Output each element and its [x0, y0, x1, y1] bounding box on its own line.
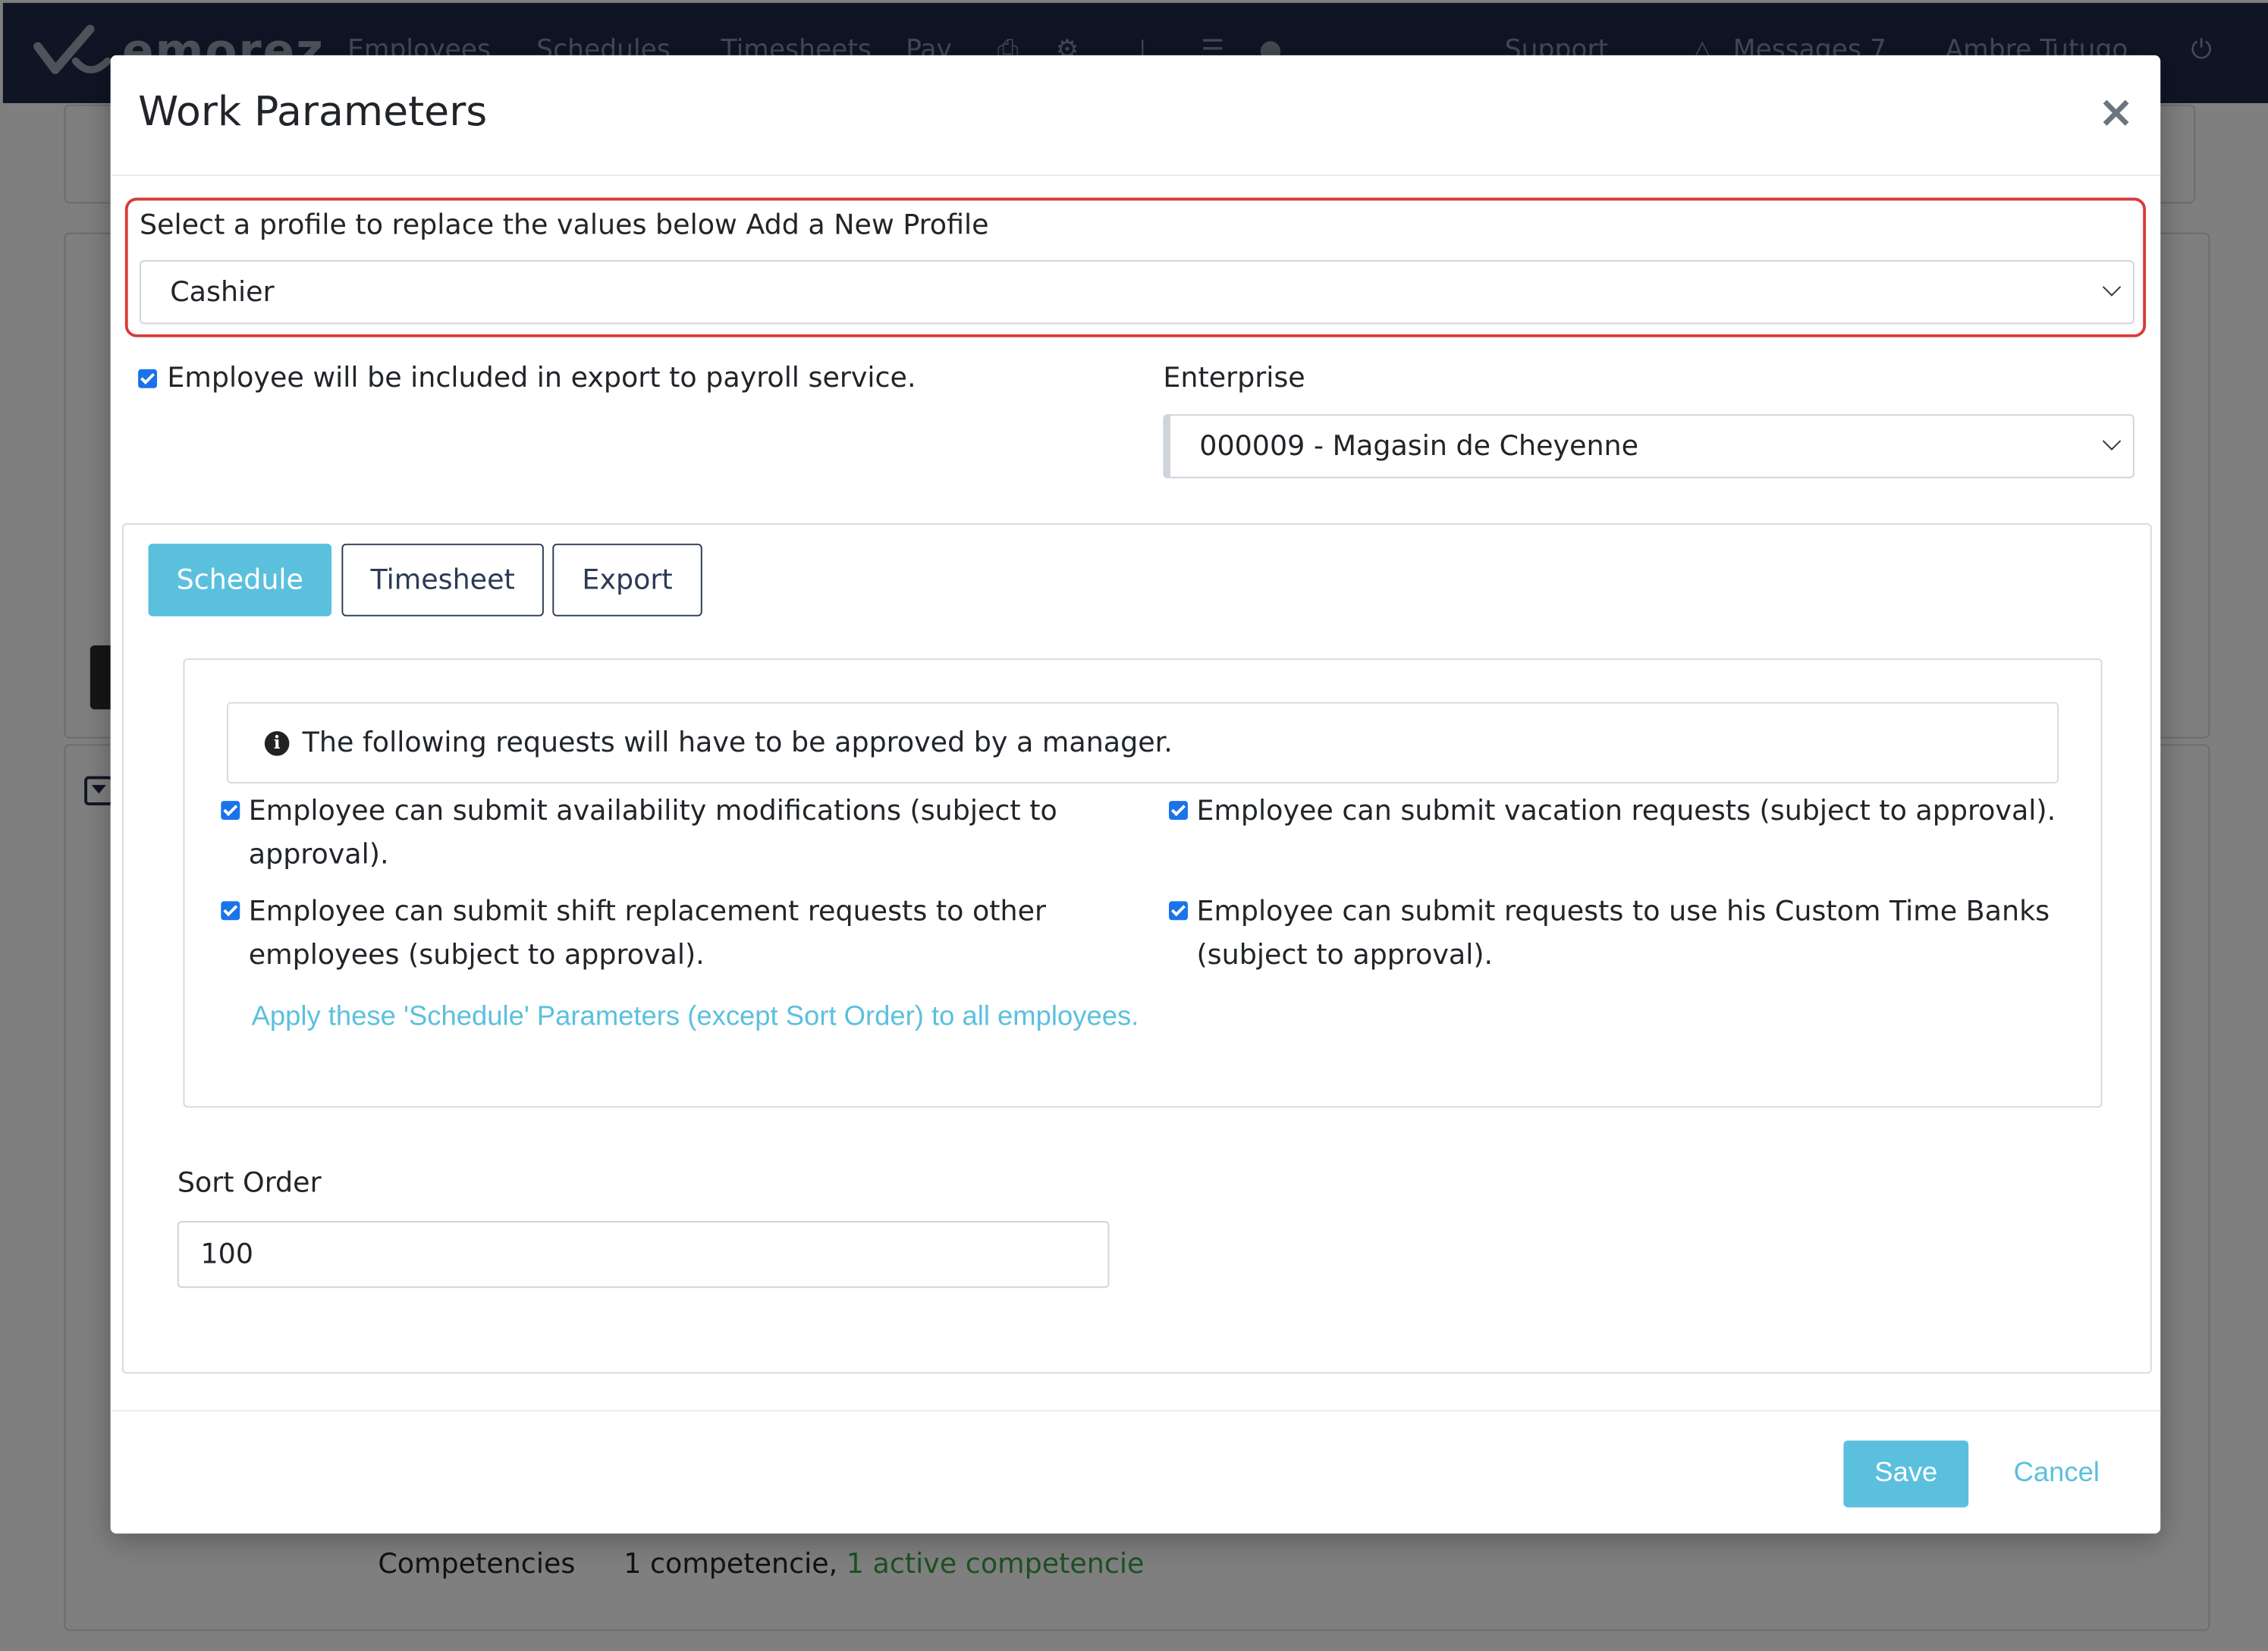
profile-select-value: Cashier: [170, 276, 275, 309]
save-button[interactable]: Save: [1843, 1440, 1968, 1507]
option-shift-replacement-checkbox[interactable]: [221, 901, 240, 920]
tab-schedule[interactable]: Schedule: [149, 544, 332, 617]
enterprise-label: Enterprise: [1163, 362, 1305, 394]
option-availability-label: Employee can submit availability modifications (subject to approval).: [248, 795, 1057, 871]
option-shift-replacement-label: Employee can submit shift replacement requests to other employees (subject to approval).: [248, 895, 1047, 971]
chevron-down-icon: [2103, 432, 2121, 450]
schedule-parameters-card: [184, 658, 2103, 1107]
approval-notice-text: The following requests will have to be approved by a manager.: [302, 727, 1173, 759]
option-vacation-label: Employee can submit vacation requests (subject to approval).: [1196, 795, 2056, 827]
option-vacation: [1169, 789, 2070, 833]
option-custom-time-banks-checkbox[interactable]: [1169, 901, 1188, 920]
modal-title: Work Parameters: [138, 87, 488, 136]
chevron-down-icon: [2103, 278, 2121, 296]
profile-label: Select a profile to replace the values below Add a New Profile: [140, 209, 989, 242]
approval-notice: [227, 702, 2059, 783]
profile-select[interactable]: [140, 260, 2134, 324]
profile-selector-group: [125, 198, 2146, 337]
modal-header: [111, 55, 2161, 176]
option-vacation-checkbox[interactable]: [1169, 801, 1188, 820]
option-custom-time-banks: [1169, 890, 2070, 977]
payroll-export-label: Employee will be included in export to payroll service.: [167, 362, 916, 394]
close-icon[interactable]: ×: [2097, 87, 2134, 139]
parameters-tabs-panel: [122, 523, 2152, 1373]
option-availability-checkbox[interactable]: [221, 801, 240, 820]
info-icon: i: [265, 730, 290, 755]
payroll-export-checkbox[interactable]: [138, 369, 157, 388]
modal-footer: [111, 1410, 2161, 1535]
sort-order-input[interactable]: 100: [177, 1221, 1110, 1288]
payroll-export-row: [138, 362, 916, 394]
cancel-button[interactable]: Cancel: [2013, 1458, 2100, 1489]
work-parameters-modal: [111, 55, 2161, 1533]
enterprise-select-value: 000009 - Magasin de Cheyenne: [1199, 430, 1639, 463]
apply-schedule-to-all-link[interactable]: Apply these 'Schedule' Parameters (except Sort Order) to all employees.: [251, 1001, 1139, 1032]
option-availability: [221, 789, 1093, 877]
enterprise-select[interactable]: [1163, 414, 2134, 478]
tab-export[interactable]: Export: [552, 544, 702, 617]
tab-timesheet[interactable]: Timesheet: [341, 544, 543, 617]
option-custom-time-banks-label: Employee can submit requests to use his Custom Time Banks (subject to approval).: [1196, 895, 2050, 971]
sort-order-label: Sort Order: [177, 1167, 322, 1200]
option-shift-replacement: [221, 890, 1093, 977]
